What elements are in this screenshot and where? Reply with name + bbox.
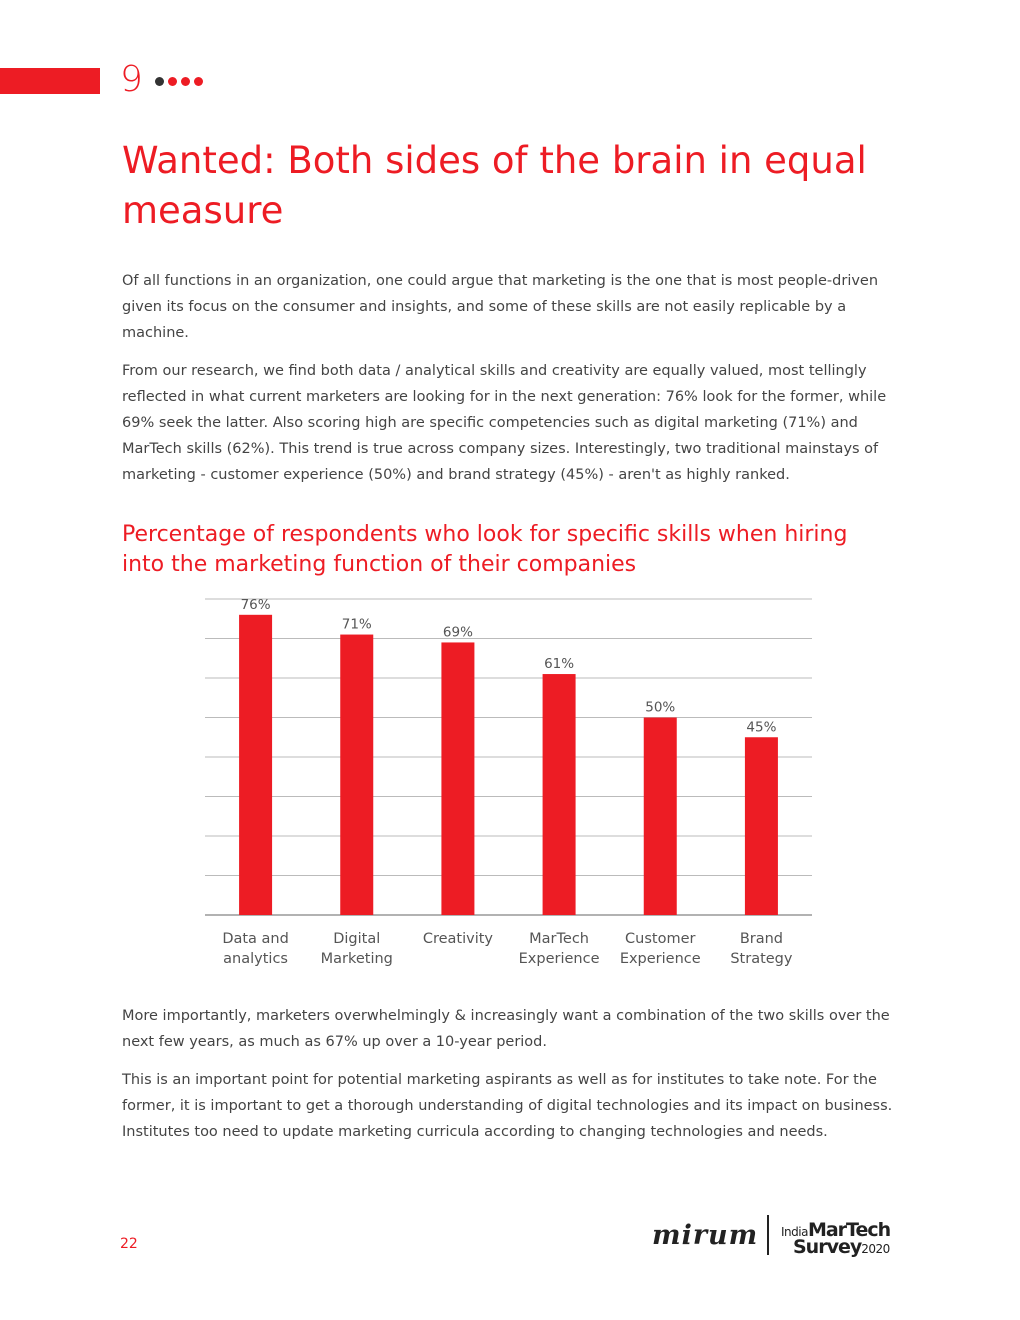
- category-label-3-line-1: Creativity: [422, 931, 494, 947]
- data-label-2: 71%: [341, 616, 372, 633]
- india-martech-survey-logo: [781, 1219, 901, 1259]
- mirum-logo: mirum: [652, 1220, 759, 1251]
- bar-3: [441, 642, 474, 915]
- logo-survey-text: Survey: [793, 1236, 862, 1258]
- category-label-4-line-1: MarTech: [529, 931, 590, 947]
- bar-5: [644, 718, 677, 916]
- bar-2: [340, 635, 373, 915]
- category-label-2-line-2: Marketing: [320, 951, 393, 967]
- data-label-5: 50%: [645, 699, 676, 716]
- page-title: Wanted: Both sides of the brain in equal measure: [122, 139, 867, 232]
- category-label-5-line-2: Experience: [619, 951, 701, 967]
- category-label-2-line-1: Digital: [333, 931, 381, 947]
- paragraph-4: This is an important point for potential marketing aspirants as well as for institutes to take note. For the former, it is important to get a thorough understanding of digital technologies and its impact on business. Institutes too need to update marketing curricula according to changing technologies and needs.: [122, 1072, 893, 1140]
- section-number: 9: [120, 59, 143, 100]
- data-label-6: 45%: [746, 719, 777, 736]
- bar-4: [543, 674, 576, 915]
- data-label-1: 76%: [240, 596, 271, 613]
- category-label-6-line-1: Brand: [739, 931, 784, 947]
- bar-6: [745, 737, 778, 915]
- category-label-5-line-1: Customer: [625, 931, 696, 947]
- bar-1: [239, 615, 272, 915]
- data-label-4: 61%: [544, 656, 575, 673]
- paragraph-2: From our research, we find both data / analytical skills and creativity are equally valued, most tellingly reflected in what current marketers are looking for in the next generation: 76% look for the former, while 69% seek the latter. Also scoring high are specific competencies such as digital marketing (71%) and MarTech skills (62%). This trend is true across company sizes. Interestingly, two traditional mainstays of marketing - customer experience (50%) and brand strategy (45%) - aren't as highly ranked.: [122, 363, 887, 483]
- category-label-4-line-2: Experience: [518, 951, 600, 967]
- category-label-6-line-2: Strategy: [730, 951, 793, 967]
- category-label-1-line-2: analytics: [223, 951, 288, 967]
- data-label-3: 69%: [442, 624, 473, 641]
- logo-india-text: India: [781, 1225, 808, 1239]
- paragraph-1: Of all functions in an organization, one could argue that marketing is the one that is most people-driven given its focus on the consumer and insights, and some of these skills are not easily replicable by a machine.: [122, 273, 879, 341]
- chart-title: Percentage of respondents who look for specific skills when hiring into the marketing function of their companies: [122, 522, 848, 577]
- logo-year-text: 2020: [861, 1242, 890, 1256]
- logo-martech-text: MarTech: [807, 1219, 891, 1241]
- logo-divider: [767, 1215, 769, 1255]
- category-label-1-line-1: Data and: [222, 931, 289, 947]
- paragraph-3: More importantly, marketers overwhelmingly & increasingly want a combination of the two skills over the next few years, as much as 67% up over a 10-year period.: [122, 1008, 890, 1050]
- page-number: 22: [120, 1236, 138, 1252]
